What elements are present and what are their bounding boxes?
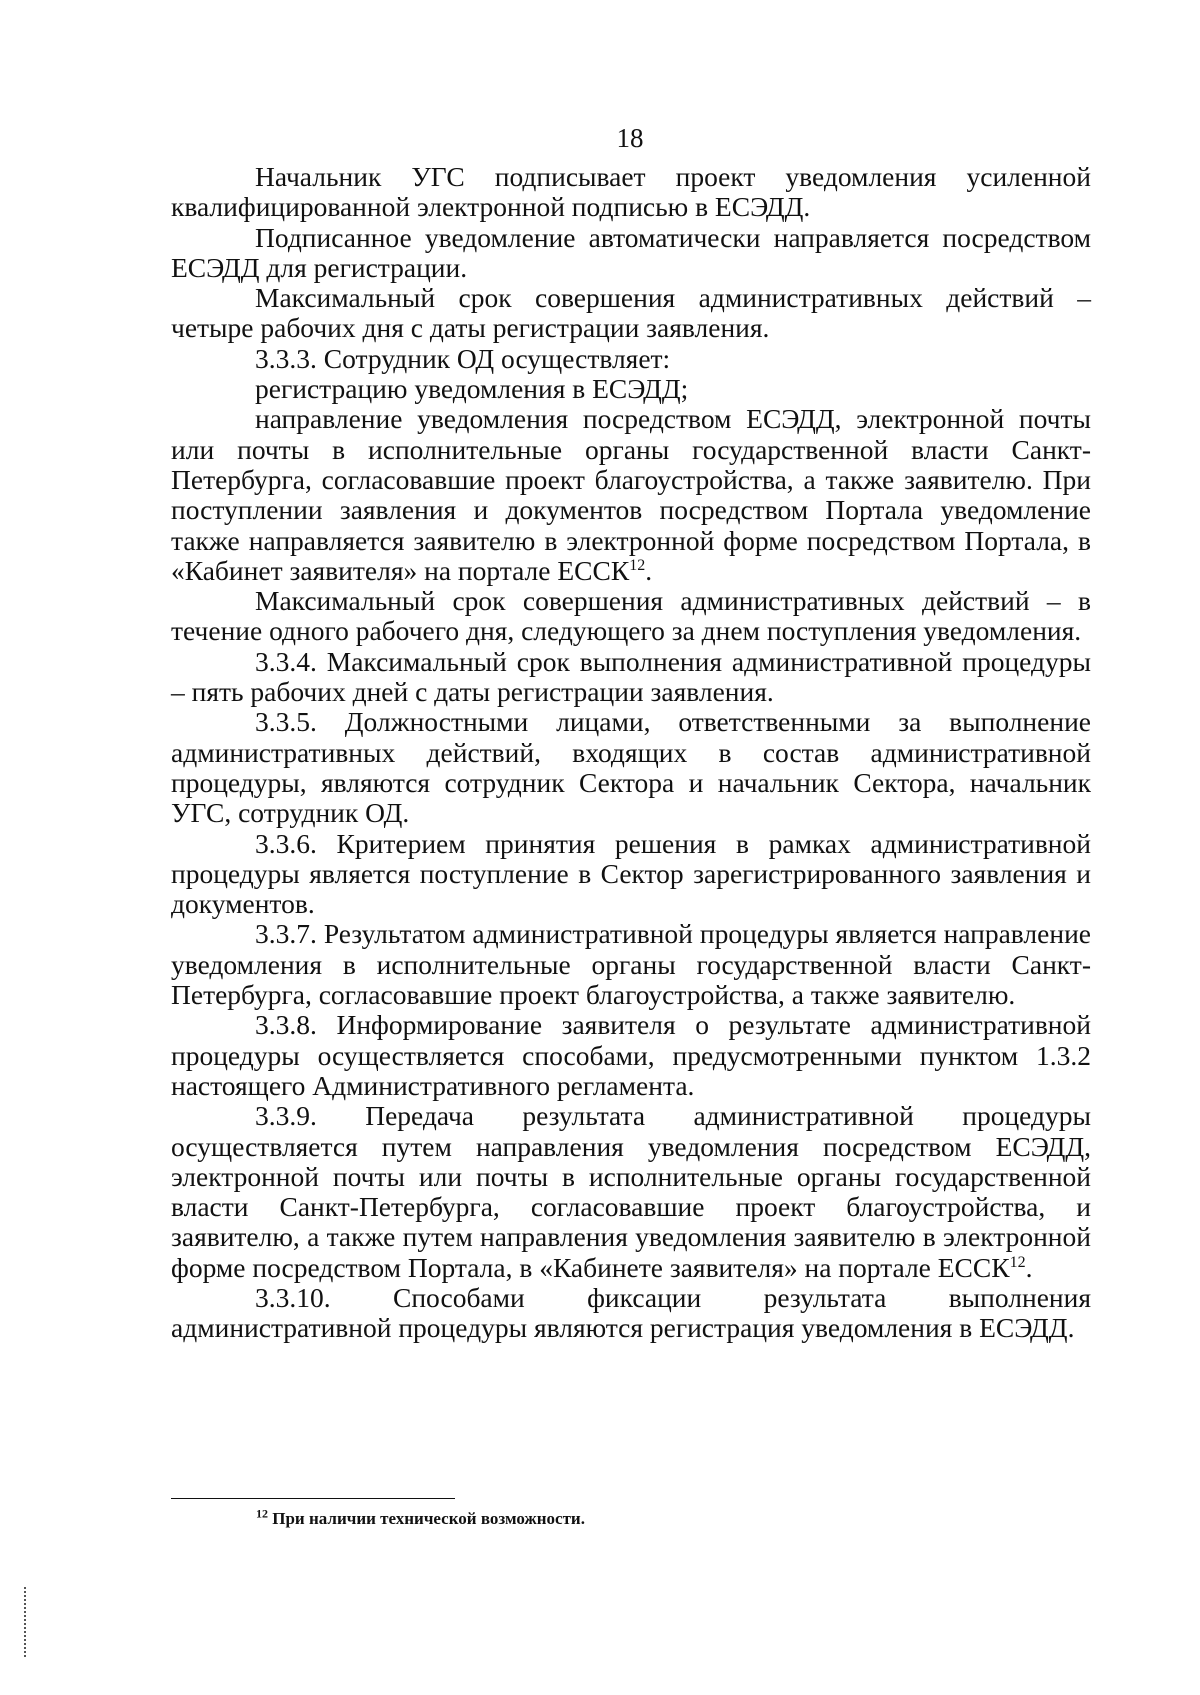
footnote-marker: 12 — [256, 1506, 268, 1521]
paragraph — [171, 283, 1091, 344]
footnote-separator — [171, 1498, 455, 1499]
paragraph-text: 3.3.5. Должностными лицами, ответственными за выполнение административных действий, входящих в состав административной процедуры, являются сотрудник Сектора и начальник Сектора, начальник УГС, сотрудник ОД. — [171, 706, 1091, 829]
paragraph — [171, 162, 1091, 223]
paragraph-text: регистрацию уведомления в ЕСЭДД; — [255, 373, 689, 405]
document-body — [171, 162, 1091, 1344]
paragraph — [171, 1010, 1091, 1101]
paragraph — [171, 1283, 1091, 1344]
paragraph — [171, 586, 1091, 647]
paragraph-text: Максимальный срок совершения административных действий – в течение одного рабочего дня, следующего за днем поступления уведомления. — [171, 585, 1091, 647]
paragraph-text: 3.3.3. Сотрудник ОД осуществляет: — [255, 342, 671, 374]
paragraph-text: 3.3.9. Передача результата административной процедуры осуществляется путем направления уведомления посредством ЕСЭДД, электронной почты или почты в исполнительные органы государственной власти Санкт-Петербурга, согласовавшие проект благоустройства, и заявителю, а также путем направления уведомления заявителю в электронной форме посредством Портала, в «Кабинете заявителя» на портале ЕССК — [171, 1100, 1091, 1283]
footnote-text: При наличии технической возможности. — [268, 1509, 585, 1528]
paragraph — [171, 707, 1091, 828]
paragraph-text: 3.3.7. Результатом административной процедуры является направление уведомления в исполнительные органы государственной власти Санкт-Петербурга, согласовавшие проект благоустройства, а также заявителю. — [171, 918, 1091, 1011]
paragraph-text: 3.3.6. Критерием принятия решения в рамках административной процедуры является поступление в Сектор зарегистрированного заявления и документов. — [171, 827, 1091, 920]
footnote-ref: 12 — [1009, 1253, 1026, 1271]
paragraph-end: . — [1025, 1251, 1033, 1283]
paragraph-text: 3.3.10. Способами фиксации результата выполнения административной процедуры являются регистрация уведомления в ЕСЭДД. — [171, 1281, 1091, 1344]
paragraph — [171, 374, 1091, 404]
paragraph — [171, 1101, 1091, 1283]
binding-margin-mark — [24, 1587, 26, 1657]
paragraph-end: . — [645, 554, 653, 586]
paragraph-text: Максимальный срок совершения административных действий – четыре рабочих дня с даты регистрации заявления. — [171, 282, 1091, 344]
footnote-ref: 12 — [629, 556, 646, 574]
paragraph-text: Подписанное уведомление автоматически направляется посредством ЕСЭДД для регистрации. — [171, 221, 1091, 283]
paragraph-text: 3.3.4. Максимальный срок выполнения административной процедуры – пять рабочих дней с даты регистрации заявления. — [171, 645, 1091, 708]
paragraph — [171, 647, 1091, 708]
footnote — [256, 1508, 585, 1530]
paragraph-text: направление уведомления посредством ЕСЭДД, электронной почты или почты в исполнительные органы государственной власти Санкт-Петербурга, согласовавшие проект благоустройства, а также заявителю. При поступлении заявления и документов посредством Портала уведомление также направляется заявителю в электронной форме посредством Портала, в «Кабинет заявителя» на портале ЕССК — [171, 403, 1091, 586]
paragraph-text: Начальник УГС подписывает проект уведомления усиленной квалифицированной электронной подписью в ЕСЭДД. — [171, 161, 1091, 223]
paragraph — [171, 829, 1091, 920]
paragraph — [171, 919, 1091, 1010]
paragraph-text: 3.3.8. Информирование заявителя о результате административной процедуры осуществляется способами, предусмотренными пунктом 1.3.2 настоящего Административного регламента. — [171, 1009, 1091, 1101]
page-number: 18 — [616, 123, 644, 153]
paragraph — [171, 404, 1091, 586]
paragraph — [171, 223, 1091, 284]
paragraph — [171, 344, 1091, 374]
